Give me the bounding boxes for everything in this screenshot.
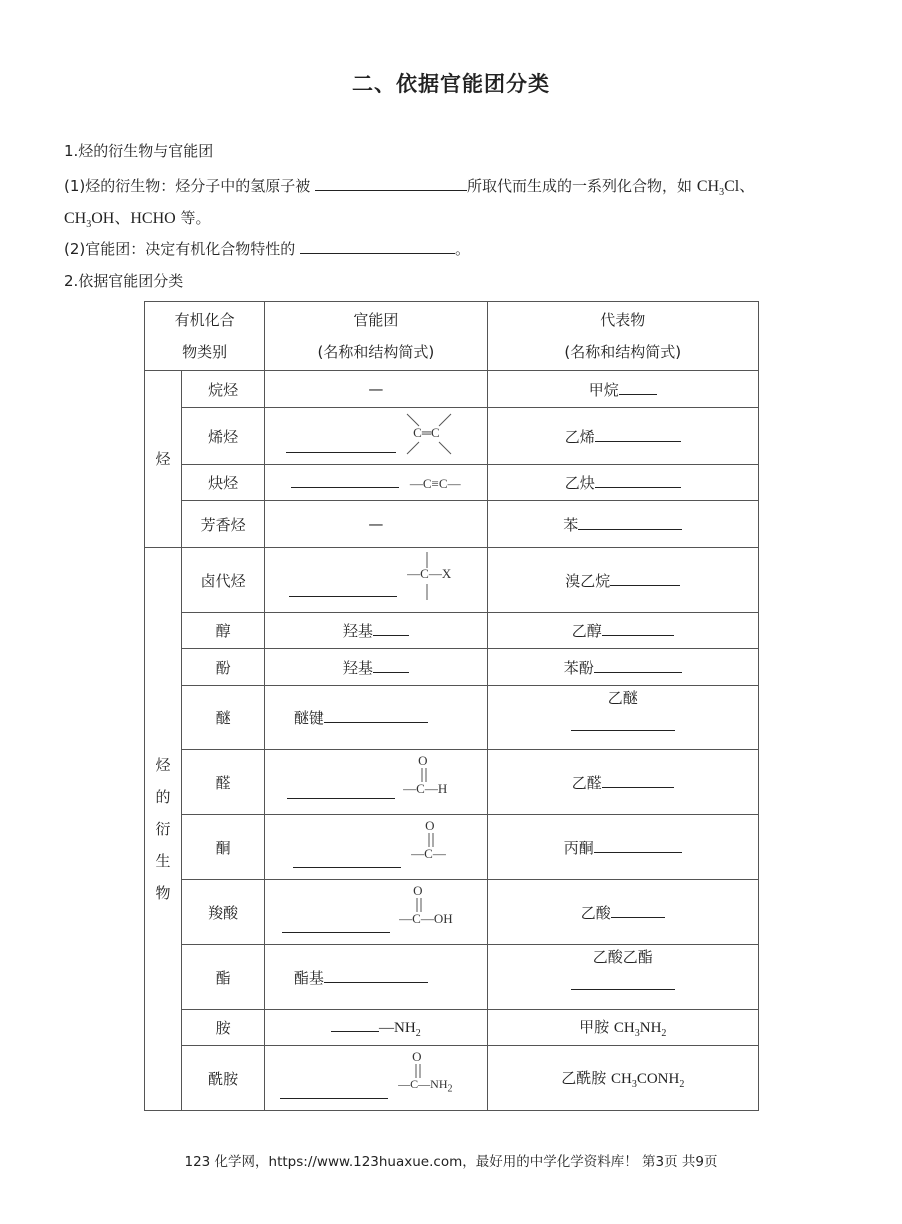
functional-group: [265, 815, 487, 880]
fill-blank[interactable]: [331, 1017, 379, 1032]
rep-name: 乙酸乙酯: [592, 948, 653, 966]
fill-blank[interactable]: [315, 176, 467, 191]
fg-name: 羟基: [342, 622, 373, 640]
fill-blank[interactable]: [324, 708, 428, 723]
functional-group: [265, 649, 487, 686]
structure-formula: —C—OH: [399, 911, 453, 926]
fill-blank[interactable]: [293, 853, 401, 868]
header-representative: [487, 302, 758, 371]
representative: [487, 1010, 758, 1046]
formula: $CH_3OH$、HCHO: [64, 210, 176, 231]
group-derivative: [145, 548, 182, 1111]
table-row: [145, 548, 759, 613]
group-char: 烃: [155, 756, 171, 774]
rep-name: 甲胺: [579, 1018, 614, 1036]
header-text: 物类别: [182, 343, 228, 361]
table-row: [145, 371, 759, 408]
rep-name: 乙醚: [607, 688, 638, 707]
text: (2)官能团：决定有机化合物特性的: [64, 240, 296, 258]
structure-formula: $—C—NH_2$: [398, 1077, 453, 1095]
class-name: 芳香烃: [182, 501, 265, 548]
fill-blank[interactable]: [373, 621, 409, 636]
class-name: 醚: [182, 686, 265, 750]
class-name: 胺: [182, 1010, 265, 1046]
rep-name: 乙烯: [564, 427, 595, 446]
table-row: [145, 1010, 759, 1046]
class-name: 醇: [182, 613, 265, 649]
class-name: 炔烃: [182, 465, 265, 501]
functional-group: [265, 686, 487, 750]
class-name: 羧酸: [182, 880, 265, 945]
functional-group: [265, 613, 487, 649]
rep-name: 乙醛: [571, 773, 602, 792]
fill-blank[interactable]: [571, 975, 675, 990]
definition-derivative-cont: [64, 205, 210, 230]
functional-group: [265, 465, 487, 501]
header-text: 官能团: [353, 311, 399, 329]
rep-name: 丙酮: [563, 838, 594, 857]
structure-formula: —C—H: [403, 781, 448, 796]
representative: [487, 548, 758, 613]
table-header-row: [145, 302, 759, 371]
table-row: [145, 1046, 759, 1111]
functional-group: [265, 1046, 487, 1111]
header-functional-group: [265, 302, 487, 371]
oxygen-label: O: [418, 753, 428, 768]
functional-group: —: [265, 371, 487, 408]
table-row: [145, 408, 759, 465]
rep-name: 溴乙烷: [565, 571, 611, 590]
group-char: 物: [155, 884, 171, 902]
table-row: [145, 686, 759, 750]
rep-formula: $CH_3NH_2$: [613, 1020, 667, 1039]
group-char: 的: [155, 788, 171, 806]
page-title: 二、依据官能团分类: [352, 72, 550, 96]
functional-group: [265, 945, 487, 1010]
fill-blank[interactable]: [611, 903, 665, 918]
functional-group: [265, 750, 487, 815]
rep-formula: $CH_3CONH_2$: [610, 1070, 685, 1090]
fill-blank[interactable]: [610, 571, 680, 586]
fill-blank[interactable]: [291, 473, 399, 488]
fill-blank[interactable]: [289, 582, 397, 597]
fg-name: 羟基: [342, 658, 373, 677]
fill-blank[interactable]: [595, 473, 681, 488]
heading-1: 1.烃的衍生物与官能团: [64, 142, 214, 160]
rep-name: 乙酸: [580, 903, 611, 922]
structure-formula: —C≡C—: [409, 476, 461, 491]
fill-blank[interactable]: [619, 380, 657, 395]
class-name: 酰胺: [182, 1046, 265, 1111]
rep-name: 苯: [563, 515, 579, 534]
text: (1)烃的衍生物：烃分子中的氢原子被: [64, 177, 311, 195]
fill-blank[interactable]: [280, 1084, 388, 1099]
fill-blank[interactable]: [300, 239, 455, 254]
structure-formula: —C—: [411, 846, 446, 861]
group-char: 衍: [155, 820, 171, 838]
fill-blank[interactable]: [282, 918, 390, 933]
representative: [487, 465, 758, 501]
group-char: 生: [155, 852, 171, 870]
representative: [487, 613, 758, 649]
representative: [487, 945, 758, 1010]
text: 所取代而生成的一系列化合物，如: [467, 177, 693, 195]
table-row: [145, 649, 759, 686]
table-row: [145, 465, 759, 501]
oxygen-label: O: [425, 818, 435, 833]
functional-group: [265, 880, 487, 945]
rep-name: 甲烷: [588, 380, 619, 399]
fill-blank[interactable]: [287, 784, 395, 799]
representative: [487, 371, 758, 408]
class-name: 酯: [182, 945, 265, 1010]
representative: [487, 750, 758, 815]
fill-blank[interactable]: [373, 658, 409, 673]
table-row: [145, 815, 759, 880]
structure-formula: —C—X: [407, 566, 452, 581]
header-text: 有机化合: [174, 311, 235, 329]
table-row: [145, 501, 759, 548]
fg-name: 酯基: [293, 968, 324, 987]
fill-blank[interactable]: [578, 515, 682, 530]
representative: [487, 408, 758, 465]
class-name: 酚: [182, 649, 265, 686]
representative: [487, 880, 758, 945]
functional-group: [265, 548, 487, 613]
functional-group: [265, 408, 487, 465]
table-row: [145, 945, 759, 1010]
class-name: 卤代烃: [182, 548, 265, 613]
class-name: 醛: [182, 750, 265, 815]
table-row: [145, 750, 759, 815]
fill-blank[interactable]: [602, 773, 674, 788]
rep-name: 乙酰胺: [561, 1068, 611, 1087]
oxygen-label: O: [413, 883, 423, 898]
header-category: [145, 302, 265, 371]
header-text: (名称和结构简式): [564, 343, 682, 361]
fg-name: 醚键: [293, 709, 324, 727]
definition-functional-group: [64, 238, 470, 259]
header-text: (名称和结构简式): [317, 343, 435, 361]
rep-name: 乙醇: [571, 622, 602, 640]
text: 。: [455, 240, 471, 258]
table-row: [145, 880, 759, 945]
fill-blank[interactable]: [324, 968, 428, 983]
representative: [487, 649, 758, 686]
representative: [487, 1046, 758, 1111]
heading-2: 2.依据官能团分类: [64, 272, 184, 290]
fill-blank[interactable]: [602, 621, 674, 636]
header-text: 代表物: [600, 311, 646, 329]
oxygen-label: O: [412, 1049, 422, 1064]
representative: [487, 815, 758, 880]
representative: [487, 686, 758, 750]
fill-blank[interactable]: [286, 438, 396, 453]
rep-name: 苯酚: [563, 658, 594, 677]
fill-blank[interactable]: [571, 716, 675, 731]
text: 等。: [180, 209, 211, 227]
classification-table: [144, 301, 759, 1111]
definition-derivative: [64, 173, 755, 198]
page-footer: 123 化学网，https://www.123huaxue.com，最好用的中学化学资料库！ 第3页 共9页: [184, 1154, 718, 1170]
class-name: 酮: [182, 815, 265, 880]
rep-name: 乙炔: [564, 474, 595, 492]
fill-blank[interactable]: [595, 427, 681, 442]
structure-formula: C═C: [413, 425, 440, 440]
structure-formula: $—NH_2$: [379, 1019, 421, 1039]
class-name: 烷烃: [182, 371, 265, 408]
functional-group: —: [265, 501, 487, 548]
table-row: [145, 613, 759, 649]
class-name: 烯烃: [182, 408, 265, 465]
functional-group: [265, 1010, 487, 1046]
formula: $CH_3Cl$、: [696, 178, 756, 199]
representative: [487, 501, 758, 548]
fill-blank[interactable]: [594, 838, 682, 853]
group-hydrocarbon: 烃: [145, 371, 182, 548]
fill-blank[interactable]: [594, 658, 682, 673]
